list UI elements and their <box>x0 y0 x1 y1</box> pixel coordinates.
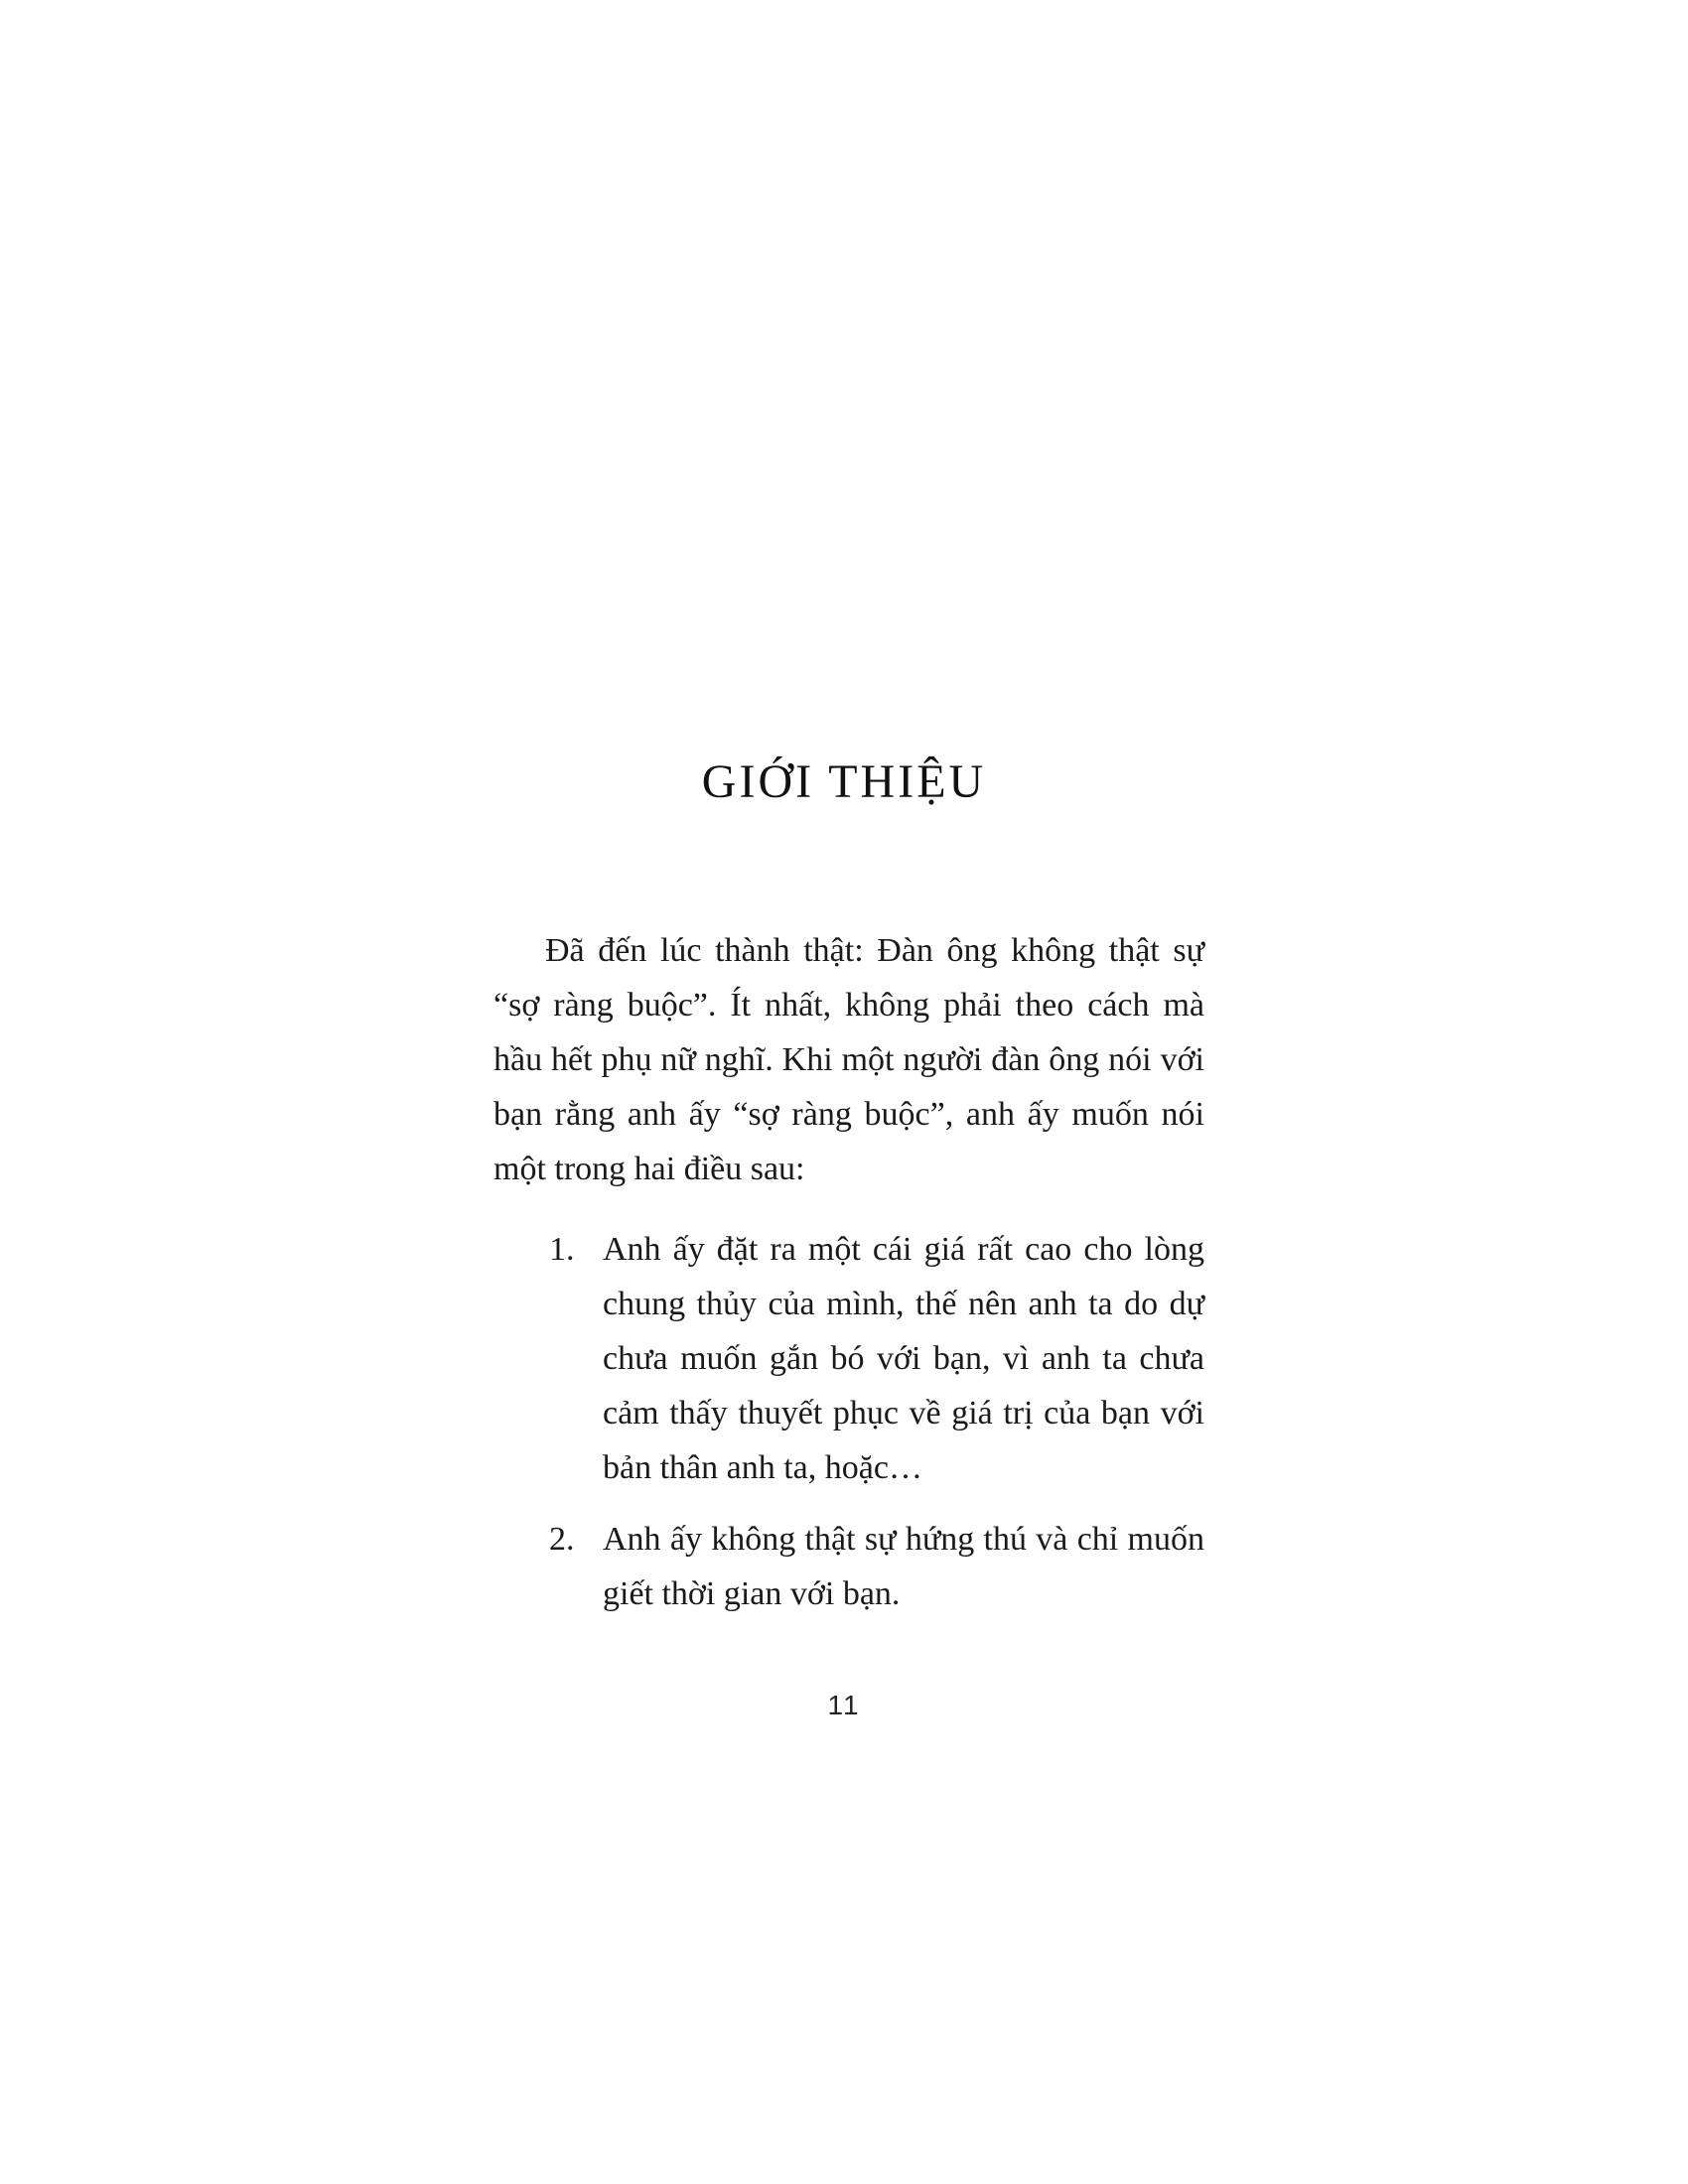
list-item-text: Anh ấy không thật sự hứng thú và chỉ muốn giết thời gian với bạn. <box>603 1521 1204 1612</box>
list-item <box>493 1222 1204 1495</box>
list-item-number: 1. <box>549 1231 575 1268</box>
list-item-number: 2. <box>549 1521 575 1558</box>
chapter-title: GIỚI THIỆU <box>701 755 987 808</box>
list-item-text: Anh ấy đặt ra một cái giá rất cao cho lòng chung thủy của mình, thế nên anh ta do dự chưa muốn gắn bó với bạn, vì anh ta chưa cảm thấy thuyết phục về giá trị của bạn với bản thân anh ta, hoặc… <box>603 1231 1204 1486</box>
list-item <box>493 1512 1204 1621</box>
chapter-body <box>493 923 1204 1638</box>
intro-paragraph: Đã đến lúc thành thật: Đàn ông không thật sự “sợ ràng buộc”. Ít nhất, không phải theo cách mà hầu hết phụ nữ nghĩ. Khi một người đàn ông nói với bạn rằng anh ấy “sợ ràng buộc”, anh ấy muốn nói một trong hai điều sau: <box>493 932 1204 1187</box>
reasons-list <box>493 1222 1204 1621</box>
page-number: 11 <box>827 1690 861 1720</box>
